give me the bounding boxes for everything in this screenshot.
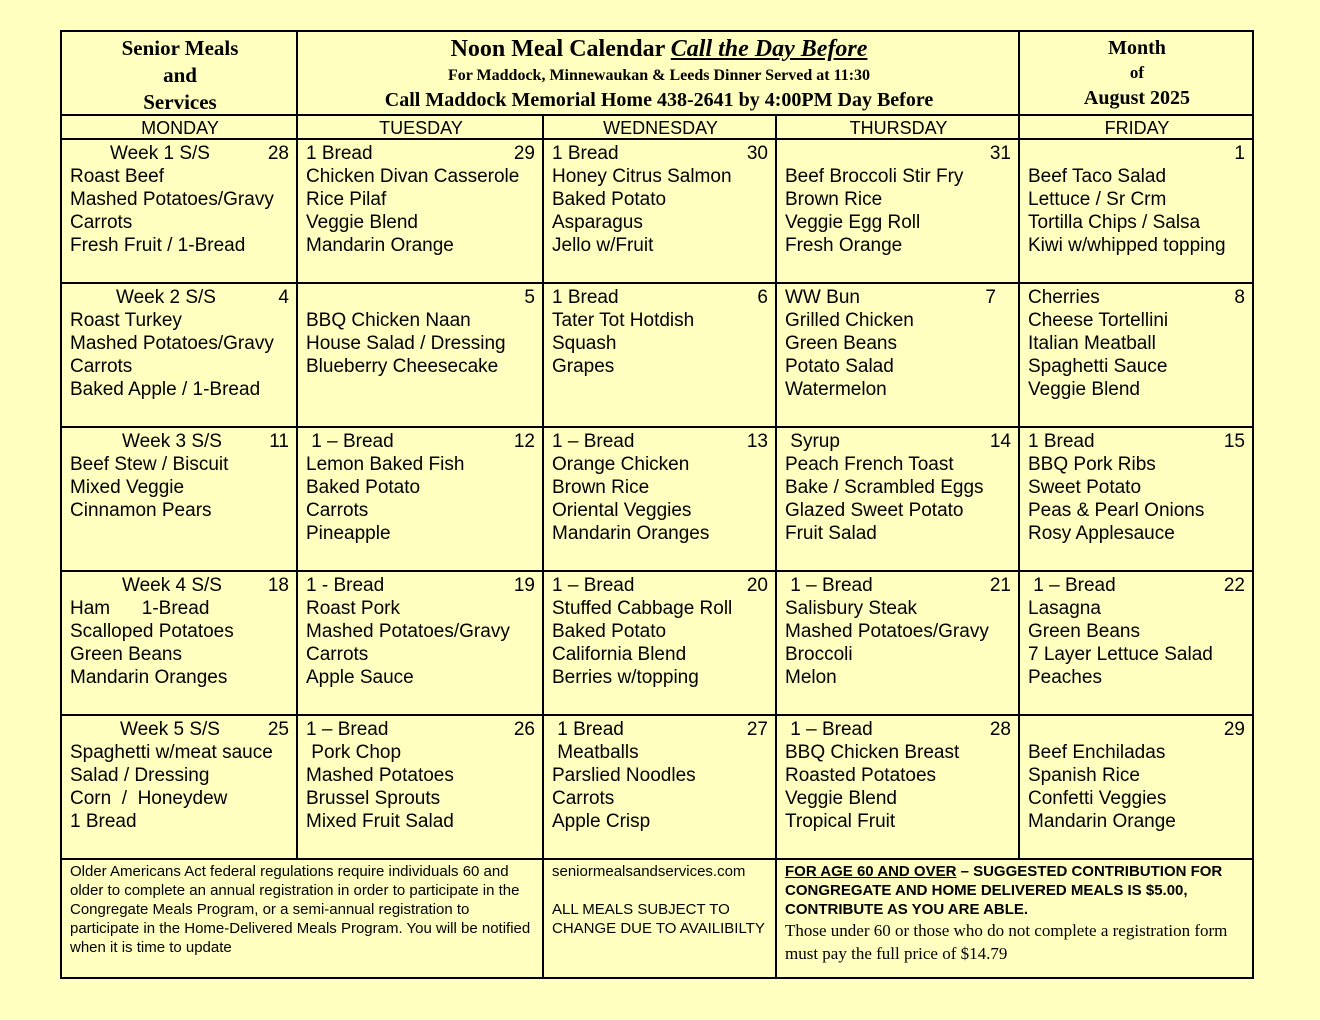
menu-item: Carrots [306, 644, 369, 665]
cell-header [1028, 142, 1245, 165]
day-cell-tuesday [298, 140, 544, 282]
call-instructions: Call Maddock Memorial Home 438-2641 by 4:00PM Day Before [384, 89, 934, 111]
month-label: Month [1108, 37, 1166, 59]
menu-item: Lemon Baked Fish [306, 454, 465, 475]
menu-item: Mixed Fruit Salad [306, 811, 454, 832]
cell-label: Week 1 S/S [110, 143, 210, 164]
day-cell-thursday [777, 716, 1020, 858]
menu-item: Parslied Noodles [552, 765, 696, 786]
menu-item: Glazed Sweet Potato [785, 500, 964, 521]
cell-label: 1 - Bread [306, 575, 385, 596]
menu-item: Confetti Veggies [1028, 788, 1167, 809]
menu-item: Carrots [552, 788, 615, 809]
divider [542, 114, 544, 979]
day-cell-wednesday [544, 572, 777, 714]
day-number: 15 [1223, 431, 1245, 452]
menu-item: Mandarin Oranges [70, 667, 228, 688]
menu-item: Sweet Potato [1028, 477, 1142, 498]
menu-item: Roast Turkey [70, 310, 182, 331]
menu-item: Brussel Sprouts [306, 788, 441, 809]
cell-header [552, 286, 768, 309]
menu-item: Baked Potato [306, 477, 421, 498]
menu-item: Mashed Potatoes/Gravy [70, 189, 274, 210]
menu-item: Corn / Honeydew [70, 788, 228, 809]
cell-header [1028, 574, 1245, 597]
day-cell-thursday [777, 140, 1020, 282]
menu-item: Scalloped Potatoes [70, 621, 234, 642]
service-subtitle: For Maddock, Minnewaukan & Leeds Dinner Served at 11:30 [447, 67, 871, 84]
cell-label: WW Bun [785, 287, 860, 308]
day-number: 12 [513, 431, 535, 452]
day-number: 7 [985, 287, 996, 308]
cell-header [70, 142, 289, 165]
day-number: 25 [267, 719, 289, 740]
menu-item: Mixed Veggie [70, 477, 185, 498]
divider [62, 426, 1252, 428]
day-cell-wednesday [544, 716, 777, 858]
day-number: 13 [746, 431, 768, 452]
menu-item: Baked Apple / 1-Bread [70, 379, 261, 400]
menu-item: Green Beans [1028, 621, 1140, 642]
menu-item: Cinnamon Pears [70, 500, 212, 521]
menu-item: Salad / Dressing [70, 765, 210, 786]
menu-item: Brown Rice [552, 477, 650, 498]
day-cell-monday [62, 140, 298, 282]
cell-header [306, 718, 535, 741]
menu-item: Tortilla Chips / Salsa [1028, 212, 1201, 233]
menu-item: Peach French Toast [785, 454, 954, 475]
day-number: 28 [267, 143, 289, 164]
menu-item: Baked Potato [552, 189, 667, 210]
menu-item: Beef Broccoli Stir Fry [785, 166, 964, 187]
menu-item: Pork Chop [306, 742, 402, 763]
menu-item: Fresh Fruit / 1-Bread [70, 235, 246, 256]
cell-header [552, 142, 768, 165]
cell-header [306, 430, 535, 453]
day-cell-tuesday [298, 284, 544, 426]
menu-item: Apple Crisp [552, 811, 651, 832]
day-cell-wednesday [544, 284, 777, 426]
org-name-line: and [163, 63, 197, 87]
day-header-monday: MONDAY [141, 118, 219, 138]
org-name-line: Senior Meals [121, 36, 239, 60]
cell-header [785, 430, 1011, 453]
day-cell-friday [1020, 428, 1254, 570]
menu-item: Lettuce / Sr Crm [1028, 189, 1167, 210]
menu-item: Grilled Chicken [785, 310, 914, 331]
menu-item: Meatballs [552, 742, 639, 763]
cell-label: 1 Bread [552, 287, 619, 308]
menu-item: Mandarin Oranges [552, 523, 710, 544]
menu-item: Veggie Blend [306, 212, 418, 233]
menu-item: Ham 1-Bread [70, 598, 210, 619]
menu-item: Spaghetti w/meat sauce [70, 742, 273, 763]
day-cell-wednesday [544, 140, 777, 282]
menu-item: Beef Stew / Biscuit [70, 454, 229, 475]
menu-item: Honey Citrus Salmon [552, 166, 732, 187]
cell-label: 1 Bread [1028, 431, 1095, 452]
menu-item: Mashed Potatoes [306, 765, 454, 786]
cell-label: 1 – Bread [552, 575, 635, 596]
title-main: Noon Meal Calendar [450, 36, 671, 62]
menu-item: Mandarin Orange [306, 235, 454, 256]
menu-item: Tater Tot Hotdish [552, 310, 695, 331]
cell-label: Syrup [785, 431, 840, 452]
cell-header [785, 718, 1011, 741]
menu-item: Carrots [70, 212, 133, 233]
day-number: 26 [513, 719, 535, 740]
day-number: 27 [746, 719, 768, 740]
cell-header [70, 286, 289, 309]
menu-item: Beef Taco Salad [1028, 166, 1167, 187]
menu-item: Apple Sauce [306, 667, 414, 688]
menu-item: Oriental Veggies [552, 500, 692, 521]
menu-item: Stuffed Cabbage Roll [552, 598, 733, 619]
menu-item: Grapes [552, 356, 615, 377]
day-number: 20 [746, 575, 768, 596]
menu-item: Blueberry Cheesecake [306, 356, 499, 377]
cell-label: 1 – Bread [306, 719, 389, 740]
menu-item: Jello w/Fruit [552, 235, 654, 256]
menu-item: 7 Layer Lettuce Salad [1028, 644, 1213, 665]
month-value: August 2025 [1083, 87, 1191, 109]
day-number: 11 [269, 431, 289, 452]
menu-item: Fresh Orange [785, 235, 903, 256]
menu-item: Rice Pilaf [306, 189, 387, 210]
cell-label: 1 – Bread [1028, 575, 1116, 596]
day-number: 30 [746, 143, 768, 164]
day-number: 28 [989, 719, 1011, 740]
day-cell-friday [1020, 284, 1254, 426]
day-cell-monday [62, 428, 298, 570]
day-cell-friday [1020, 140, 1254, 282]
cell-header [552, 430, 768, 453]
cell-header [70, 574, 289, 597]
calendar-title-block [298, 32, 1020, 116]
website-link[interactable]: seniormealsandservices.com [552, 863, 746, 880]
day-number: 1 [1234, 143, 1245, 164]
day-header-tuesday: TUESDAY [379, 118, 463, 138]
day-cell-thursday [777, 428, 1020, 570]
day-cell-thursday [777, 284, 1020, 426]
menu-item: Berries w/topping [552, 667, 699, 688]
day-cell-tuesday [298, 572, 544, 714]
month-block [1020, 32, 1254, 116]
cell-header [1028, 286, 1245, 309]
menu-item: Green Beans [785, 333, 897, 354]
divider [1018, 32, 1020, 858]
cell-header [70, 718, 289, 741]
menu-item: House Salad / Dressing [306, 333, 506, 354]
menu-item: Baked Potato [552, 621, 667, 642]
cell-header [785, 286, 996, 309]
divider [62, 282, 1252, 284]
day-cell-monday [62, 716, 298, 858]
menu-item: Squash [552, 333, 617, 354]
menu-item: Roasted Potatoes [785, 765, 937, 786]
divider [62, 714, 1252, 716]
cell-header [306, 142, 535, 165]
menu-item: BBQ Pork Ribs [1028, 454, 1156, 475]
menu-item: Roast Beef [70, 166, 164, 187]
day-cell-friday [1020, 716, 1254, 858]
cell-header [785, 142, 1011, 165]
website-and-notice [544, 860, 777, 979]
cell-label: 1 – Bread [306, 431, 394, 452]
cell-label: 1 Bread [552, 719, 624, 740]
divider [62, 114, 1252, 116]
menu-item: Roast Pork [306, 598, 400, 619]
cell-label: 1 – Bread [785, 575, 873, 596]
menu-item: Kiwi w/whipped topping [1028, 235, 1226, 256]
day-number: 4 [278, 287, 289, 308]
org-name-line: Services [143, 90, 217, 114]
day-number: 29 [1223, 719, 1245, 740]
menu-item: California Blend [552, 644, 687, 665]
menu-item: Spaghetti Sauce [1028, 356, 1168, 377]
menu-item: Asparagus [552, 212, 643, 233]
day-number: 22 [1223, 575, 1245, 596]
cell-label: Week 4 S/S [122, 575, 222, 596]
cell-label: 1 Bread [552, 143, 619, 164]
menu-item: Bake / Scrambled Eggs [785, 477, 984, 498]
day-cell-monday [62, 572, 298, 714]
menu-item: Fruit Salad [785, 523, 877, 544]
menu-item: 1 Bread [70, 811, 137, 832]
menu-item: Pineapple [306, 523, 391, 544]
day-number: 31 [989, 143, 1011, 164]
cell-label: Cherries [1028, 287, 1100, 308]
day-cell-friday [1020, 572, 1254, 714]
cell-label: Week 3 S/S [122, 431, 222, 452]
menu-item: BBQ Chicken Naan [306, 310, 471, 331]
cell-label: 1 Bread [306, 143, 373, 164]
divider [775, 114, 777, 979]
cell-header [785, 574, 1011, 597]
day-header-wednesday: WEDNESDAY [603, 118, 718, 138]
org-name [62, 32, 298, 116]
menu-item: Peaches [1028, 667, 1102, 688]
menu-item: Mashed Potatoes/Gravy [306, 621, 510, 642]
menu-item: Veggie Egg Roll [785, 212, 921, 233]
cell-header [552, 574, 768, 597]
day-number: 29 [513, 143, 535, 164]
cell-header [306, 574, 535, 597]
cell-label: Week 5 S/S [120, 719, 220, 740]
menu-item: Melon [785, 667, 837, 688]
day-number: 19 [513, 575, 535, 596]
menu-item: Spanish Rice [1028, 765, 1140, 786]
menu-item: Potato Salad [785, 356, 894, 377]
meal-calendar [60, 30, 1254, 979]
subject-to-change-note: ALL MEALS SUBJECT TO CHANGE DUE TO AVAILIBILTY [552, 901, 765, 937]
month-of: of [1129, 63, 1145, 82]
cell-label: Week 2 S/S [116, 287, 216, 308]
regulations-note: Older Americans Act federal regulations require individuals 60 and older to complete an annual registration in order to participate in the Congregate Meals Program, or a semi-annual registration to participate in the Home-Delivered Meals Program. You will be notified when it is time to update [70, 863, 531, 956]
menu-item: Carrots [306, 500, 369, 521]
menu-item: Orange Chicken [552, 454, 690, 475]
day-cell-monday [62, 284, 298, 426]
day-header-friday: FRIDAY [1104, 118, 1170, 138]
day-cell-tuesday [298, 716, 544, 858]
day-number: 21 [989, 575, 1011, 596]
menu-item: Watermelon [785, 379, 887, 400]
menu-item: Rosy Applesauce [1028, 523, 1175, 544]
menu-item: Veggie Blend [785, 788, 897, 809]
contribution-detail: – SUGGESTED CONTRIBUTION FOR CONGREGATE AND HOME DELIVERED MEALS IS $5.00, CONTRIBUTE AS YOU ARE ABLE. [785, 863, 1223, 918]
menu-item: Cheese Tortellini [1028, 310, 1169, 331]
menu-item: Tropical Fruit [785, 811, 896, 832]
menu-item: Beef Enchiladas [1028, 742, 1166, 763]
divider [62, 138, 1252, 140]
menu-item: Chicken Divan Casserole [306, 166, 520, 187]
menu-item: Salisbury Steak [785, 598, 918, 619]
menu-item: Italian Meatball [1028, 333, 1156, 354]
day-number: 8 [1234, 287, 1245, 308]
menu-item: Peas & Pearl Onions [1028, 500, 1205, 521]
menu-item: Veggie Blend [1028, 379, 1140, 400]
divider [296, 32, 298, 858]
day-number: 5 [524, 287, 535, 308]
menu-item: Mashed Potatoes/Gravy [70, 333, 274, 354]
menu-item: Green Beans [70, 644, 182, 665]
cell-header [552, 718, 768, 741]
cell-header [1028, 430, 1245, 453]
menu-item: Broccoli [785, 644, 853, 665]
menu-item: Brown Rice [785, 189, 883, 210]
cell-header [306, 286, 535, 309]
contribution-note [777, 860, 1254, 979]
menu-item: BBQ Chicken Breast [785, 742, 960, 763]
divider [62, 858, 1252, 860]
cell-label: 1 – Bread [785, 719, 873, 740]
menu-item: Carrots [70, 356, 133, 377]
cell-header [70, 430, 289, 453]
day-number: 6 [757, 287, 768, 308]
age-heading: FOR AGE 60 AND OVER [785, 863, 957, 880]
cell-header [1028, 718, 1245, 741]
day-number: 14 [989, 431, 1011, 452]
day-cell-wednesday [544, 428, 777, 570]
title-call-day-before: Call the Day Before [670, 36, 868, 62]
divider [62, 570, 1252, 572]
menu-item: Mashed Potatoes/Gravy [785, 621, 989, 642]
calendar-title [298, 34, 1020, 64]
contribution-text [785, 862, 1246, 919]
day-number: 18 [267, 575, 289, 596]
cell-label: 1 – Bread [552, 431, 635, 452]
full-price-note: Those under 60 or those who do not complete a registration form must pay the full price of $14.79 [785, 921, 1228, 963]
day-header-thursday: THURSDAY [849, 118, 948, 138]
menu-item: Mandarin Orange [1028, 811, 1176, 832]
day-cell-tuesday [298, 428, 544, 570]
day-cell-thursday [777, 572, 1020, 714]
menu-item: Lasagna [1028, 598, 1101, 619]
